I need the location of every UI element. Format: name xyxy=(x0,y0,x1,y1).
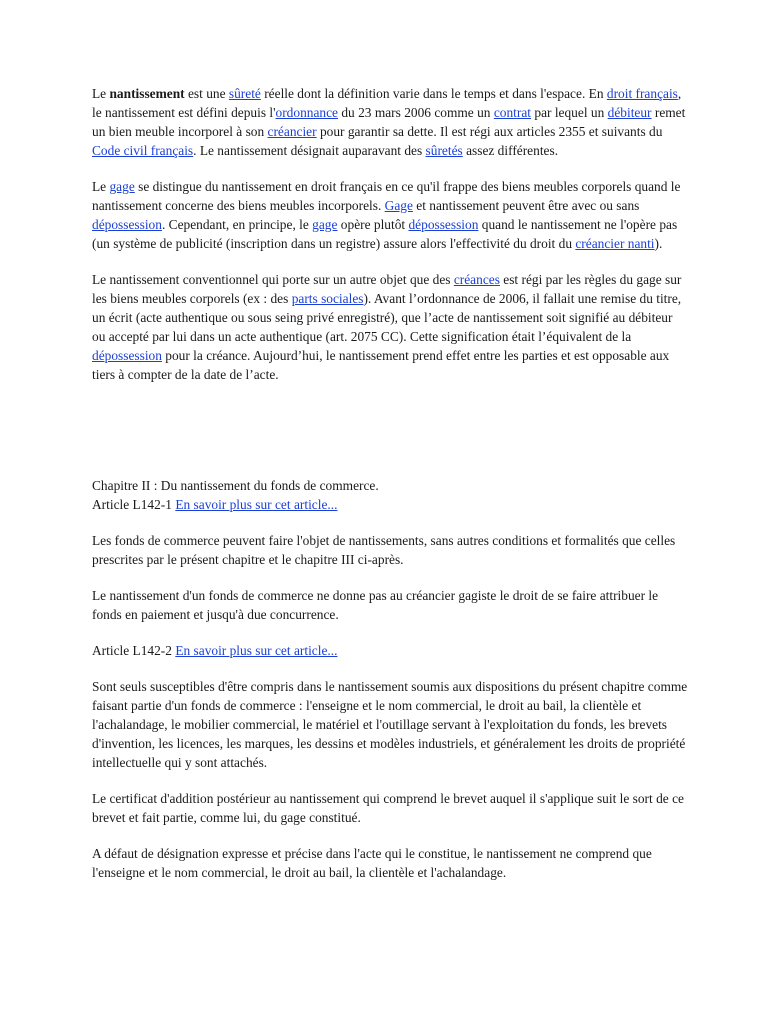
text-run: pour garantir sa dette. Il est régi aux articles 2355 et suivants du xyxy=(316,124,663,139)
article-l142-2-line xyxy=(92,641,688,660)
blank-space xyxy=(92,401,688,476)
text-run: est régi par les règles du gage sur les biens meubles corporels (ex : des xyxy=(92,272,682,306)
document-page xyxy=(92,84,688,899)
text-run: Le xyxy=(92,86,110,101)
inline-link[interactable]: contrat xyxy=(493,105,532,120)
inline-link[interactable]: ordonnance xyxy=(275,105,338,120)
text-run: opère plutôt xyxy=(337,217,409,232)
bold-term: nantissement xyxy=(109,86,185,101)
text-run: Le xyxy=(92,179,110,194)
text-run: assez différentes. xyxy=(462,143,559,158)
inline-link[interactable]: dépossession xyxy=(408,217,479,232)
text-run: , le nantissement est défini depuis l' xyxy=(92,86,682,120)
text-run: du 23 mars 2006 comme un xyxy=(338,105,494,120)
inline-link[interactable]: gage xyxy=(109,179,135,194)
text-run: est une xyxy=(184,86,229,101)
intro-paragraph xyxy=(92,84,688,160)
article-more-link[interactable]: En savoir plus sur cet article... xyxy=(175,643,338,658)
text-run: ). xyxy=(654,236,663,251)
text-run: quand le nantissement ne l'opère pas (un système de publicité (inscription dans un registre) assure alors l'effectivité du droit du xyxy=(92,217,678,251)
intro-section xyxy=(92,84,688,384)
text-run: . Le nantissement désignait auparavant des xyxy=(193,143,426,158)
text-run: remet un bien meuble incorporel à son xyxy=(92,105,686,139)
text-run: par lequel un xyxy=(531,105,608,120)
inline-link[interactable]: parts sociales xyxy=(291,291,364,306)
article-paragraph: Le nantissement d'un fonds de commerce ne donne pas au créancier gagiste le droit de se faire attribuer le fonds en paiement et jusqu'à due concurrence. xyxy=(92,588,659,622)
text-run: se distingue du nantissement en droit français en ce qu'il frappe des biens meubles corporels quand le nantissement concerne des biens meubles incorporels. xyxy=(92,179,681,213)
text-run: Le nantissement conventionnel qui porte sur un autre objet que des xyxy=(92,272,454,287)
inline-link[interactable]: créancier nanti xyxy=(575,236,655,251)
inline-link[interactable]: dépossession xyxy=(92,348,162,363)
intro-paragraph xyxy=(92,177,688,253)
inline-link[interactable]: créances xyxy=(453,272,500,287)
text-run: ). Avant l’ordonnance de 2006, il fallait une remise du titre, un écrit (acte authentique ou sous seing privé enregistré), que l’acte de nantissement soit signifié au débiteur ou accepté par lui dans un acte authentique (art. 2075 CC). Cette signification était l’équivalent de la xyxy=(92,291,682,344)
article-paragraph: A défaut de désignation expresse et précise dans l'acte qui le constitue, le nantissement ne comprend que l'enseigne et le nom commercial, le droit au bail, la clientèle et l'achalandage. xyxy=(92,846,652,880)
inline-link[interactable]: gage xyxy=(312,217,338,232)
inline-link[interactable]: Gage xyxy=(384,198,413,213)
chapter-heading xyxy=(92,476,688,514)
article-l142-1-line xyxy=(92,495,688,514)
inline-link[interactable]: dépossession xyxy=(92,217,162,232)
inline-link[interactable]: débiteur xyxy=(607,105,652,120)
inline-link[interactable]: sûreté xyxy=(228,86,261,101)
inline-link[interactable]: créancier xyxy=(267,124,317,139)
article-label: Article L142-2 xyxy=(92,643,172,658)
chapter-title: Chapitre II : Du nantissement du fonds de commerce. xyxy=(92,478,379,493)
intro-paragraph xyxy=(92,270,688,384)
article-more-link[interactable]: En savoir plus sur cet article... xyxy=(175,497,338,512)
article-paragraph: Les fonds de commerce peuvent faire l'objet de nantissements, sans autres conditions et formalités que celles prescrites par le présent chapitre et le chapitre III ci-après. xyxy=(92,533,676,567)
article-paragraph: Sont seuls susceptibles d'être compris dans le nantissement soumis aux dispositions du présent chapitre comme faisant partie d'un fonds de commerce : l'enseigne et le nom commercial, le droit au bail, la clientèle et l'achalandage, le mobilier commercial, le matériel et l'outillage servant à l'exploitation du fonds, les brevets d'invention, les licences, les marques, les dessins et modèles industriels, et généralement les droits de propriété intellectuelle qui y sont attachés. xyxy=(92,679,688,770)
text-run: réelle dont la définition varie dans le temps et dans l'espace. En xyxy=(260,86,607,101)
article-label: Article L142-1 xyxy=(92,497,172,512)
text-run: pour la créance. Aujourd’hui, le nantissement prend effet entre les parties et est opposable aux tiers à compter de la date de l’acte. xyxy=(92,348,670,382)
text-run: . Cependant, en principe, le xyxy=(161,217,313,232)
inline-link[interactable]: Code civil français xyxy=(92,143,194,158)
text-run: et nantissement peuvent être avec ou sans xyxy=(412,198,640,213)
article-paragraph: Le certificat d'addition postérieur au nantissement qui comprend le brevet auquel il s'applique suit le sort de ce brevet et fait partie, comme lui, du gage constitué. xyxy=(92,791,684,825)
inline-link[interactable]: droit français xyxy=(606,86,678,101)
inline-link[interactable]: sûretés xyxy=(425,143,463,158)
